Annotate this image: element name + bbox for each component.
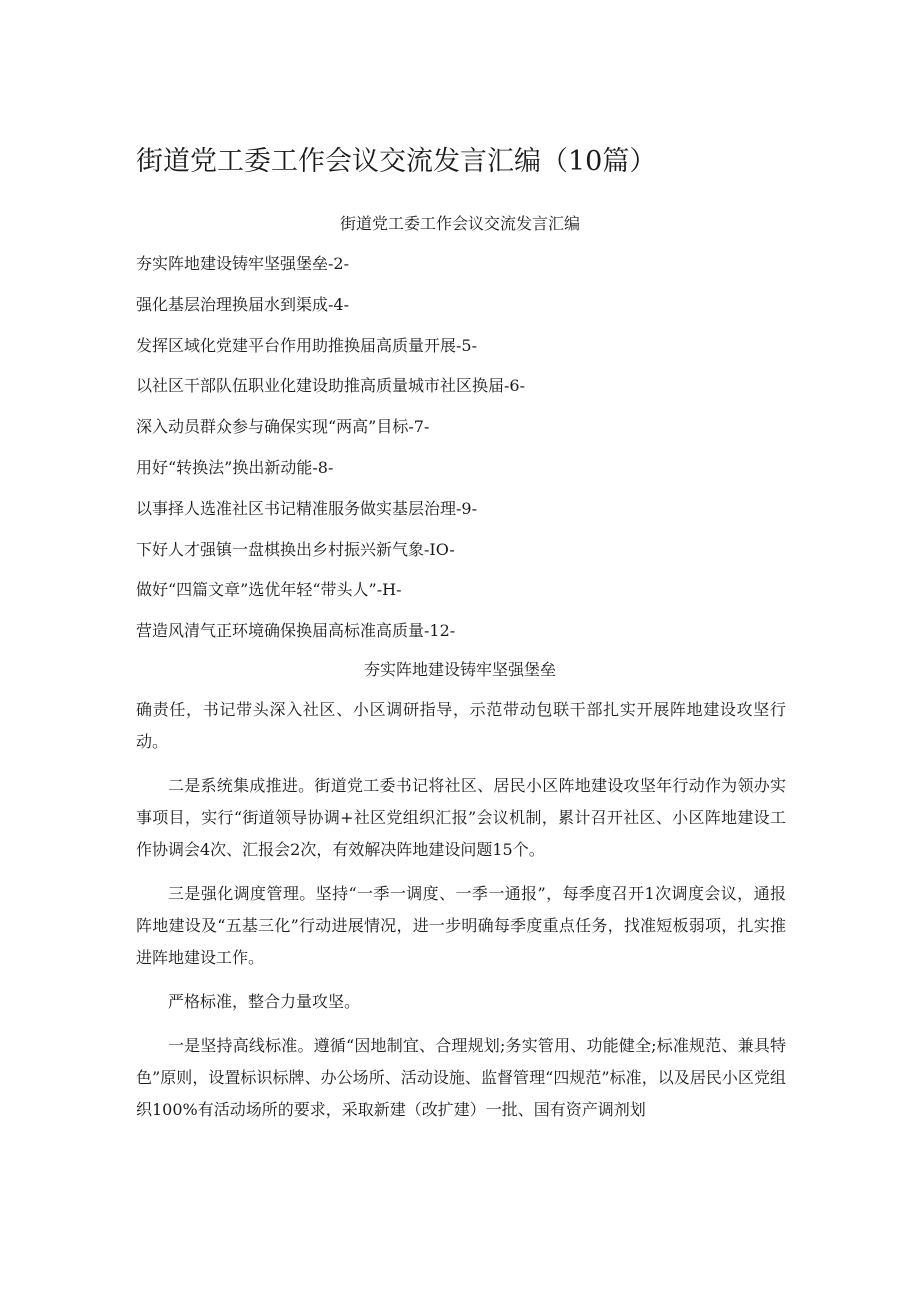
toc-item: 强化基层治理换届水到渠成-4- (136, 294, 349, 314)
paragraph: 三是强化调度管理。坚持“一季一调度、一季一通报”，每季度召开1次调度会议，通报阵地建设及“五基三化”行动进展情况，进一步明确每季度重点任务，找准短板弱项，扎实推进阵地建设工作。 (136, 884, 786, 967)
toc-item: 夯实阵地建设铸牢坚强堡垒-2- (136, 254, 349, 273)
toc-item: 营造风清气正环境确保换届高标准高质量-12- (136, 621, 456, 641)
toc-item: 做好“四篇文章”选优年轻“带头人”-H- (136, 580, 402, 600)
toc-item: 用好“转换法”换出新动能-8- (136, 457, 334, 477)
paragraph: 二是系统集成推进。街道党工委书记将社区、居民小区阵地建设攻坚年行动作为领办实事项目，实行“街道领导协调+社区党组织汇报”会议机制，累计召开社区、小区阵地建设工作协调会4次、汇报会2次，有效解决阵地建设问题15个。 (136, 776, 786, 859)
section-heading: 夯实阵地建设铸牢坚强堡垒 (363, 660, 556, 679)
toc-item: 以社区干部队伍职业化建设助推高质量城市社区换届-6- (136, 376, 525, 396)
table-of-contents (136, 250, 786, 658)
paragraph: 确责任，书记带头深入社区、小区调研指导，示范带动包联干部扎实开展阵地建设攻坚行动。 (136, 700, 786, 751)
toc-item: 以事择人选准社区书记精准服务做实基层治理-9- (136, 498, 477, 518)
toc-item: 发挥区域化党建平台作用助推换届高质量开展-5- (136, 335, 477, 355)
toc-item: 下好人才强镇一盘棋换出乡村振兴新气象-IO- (136, 539, 455, 559)
document-title: 街道党工委工作会议交流发言汇编（10篇） (136, 146, 657, 177)
toc-item: 深入动员群众参与确保实现“两高”目标-7- (136, 417, 430, 437)
paragraph: 一是坚持高线标准。遵循“因地制宜、合理规划;务实管用、功能健全;标准规范、兼具特色”原则，设置标识标牌、办公场所、活动设施、监督管理“四规范”标准，以及居民小区党组织100%有活动场所的要求，采取新建（改扩建）一批、国有资产调剂划 (136, 1036, 786, 1119)
paragraph: 严格标准，整合力量攻坚。 (168, 992, 361, 1011)
document-subtitle: 街道党工委工作会议交流发言汇编 (339, 214, 580, 233)
body-text (136, 694, 786, 1138)
